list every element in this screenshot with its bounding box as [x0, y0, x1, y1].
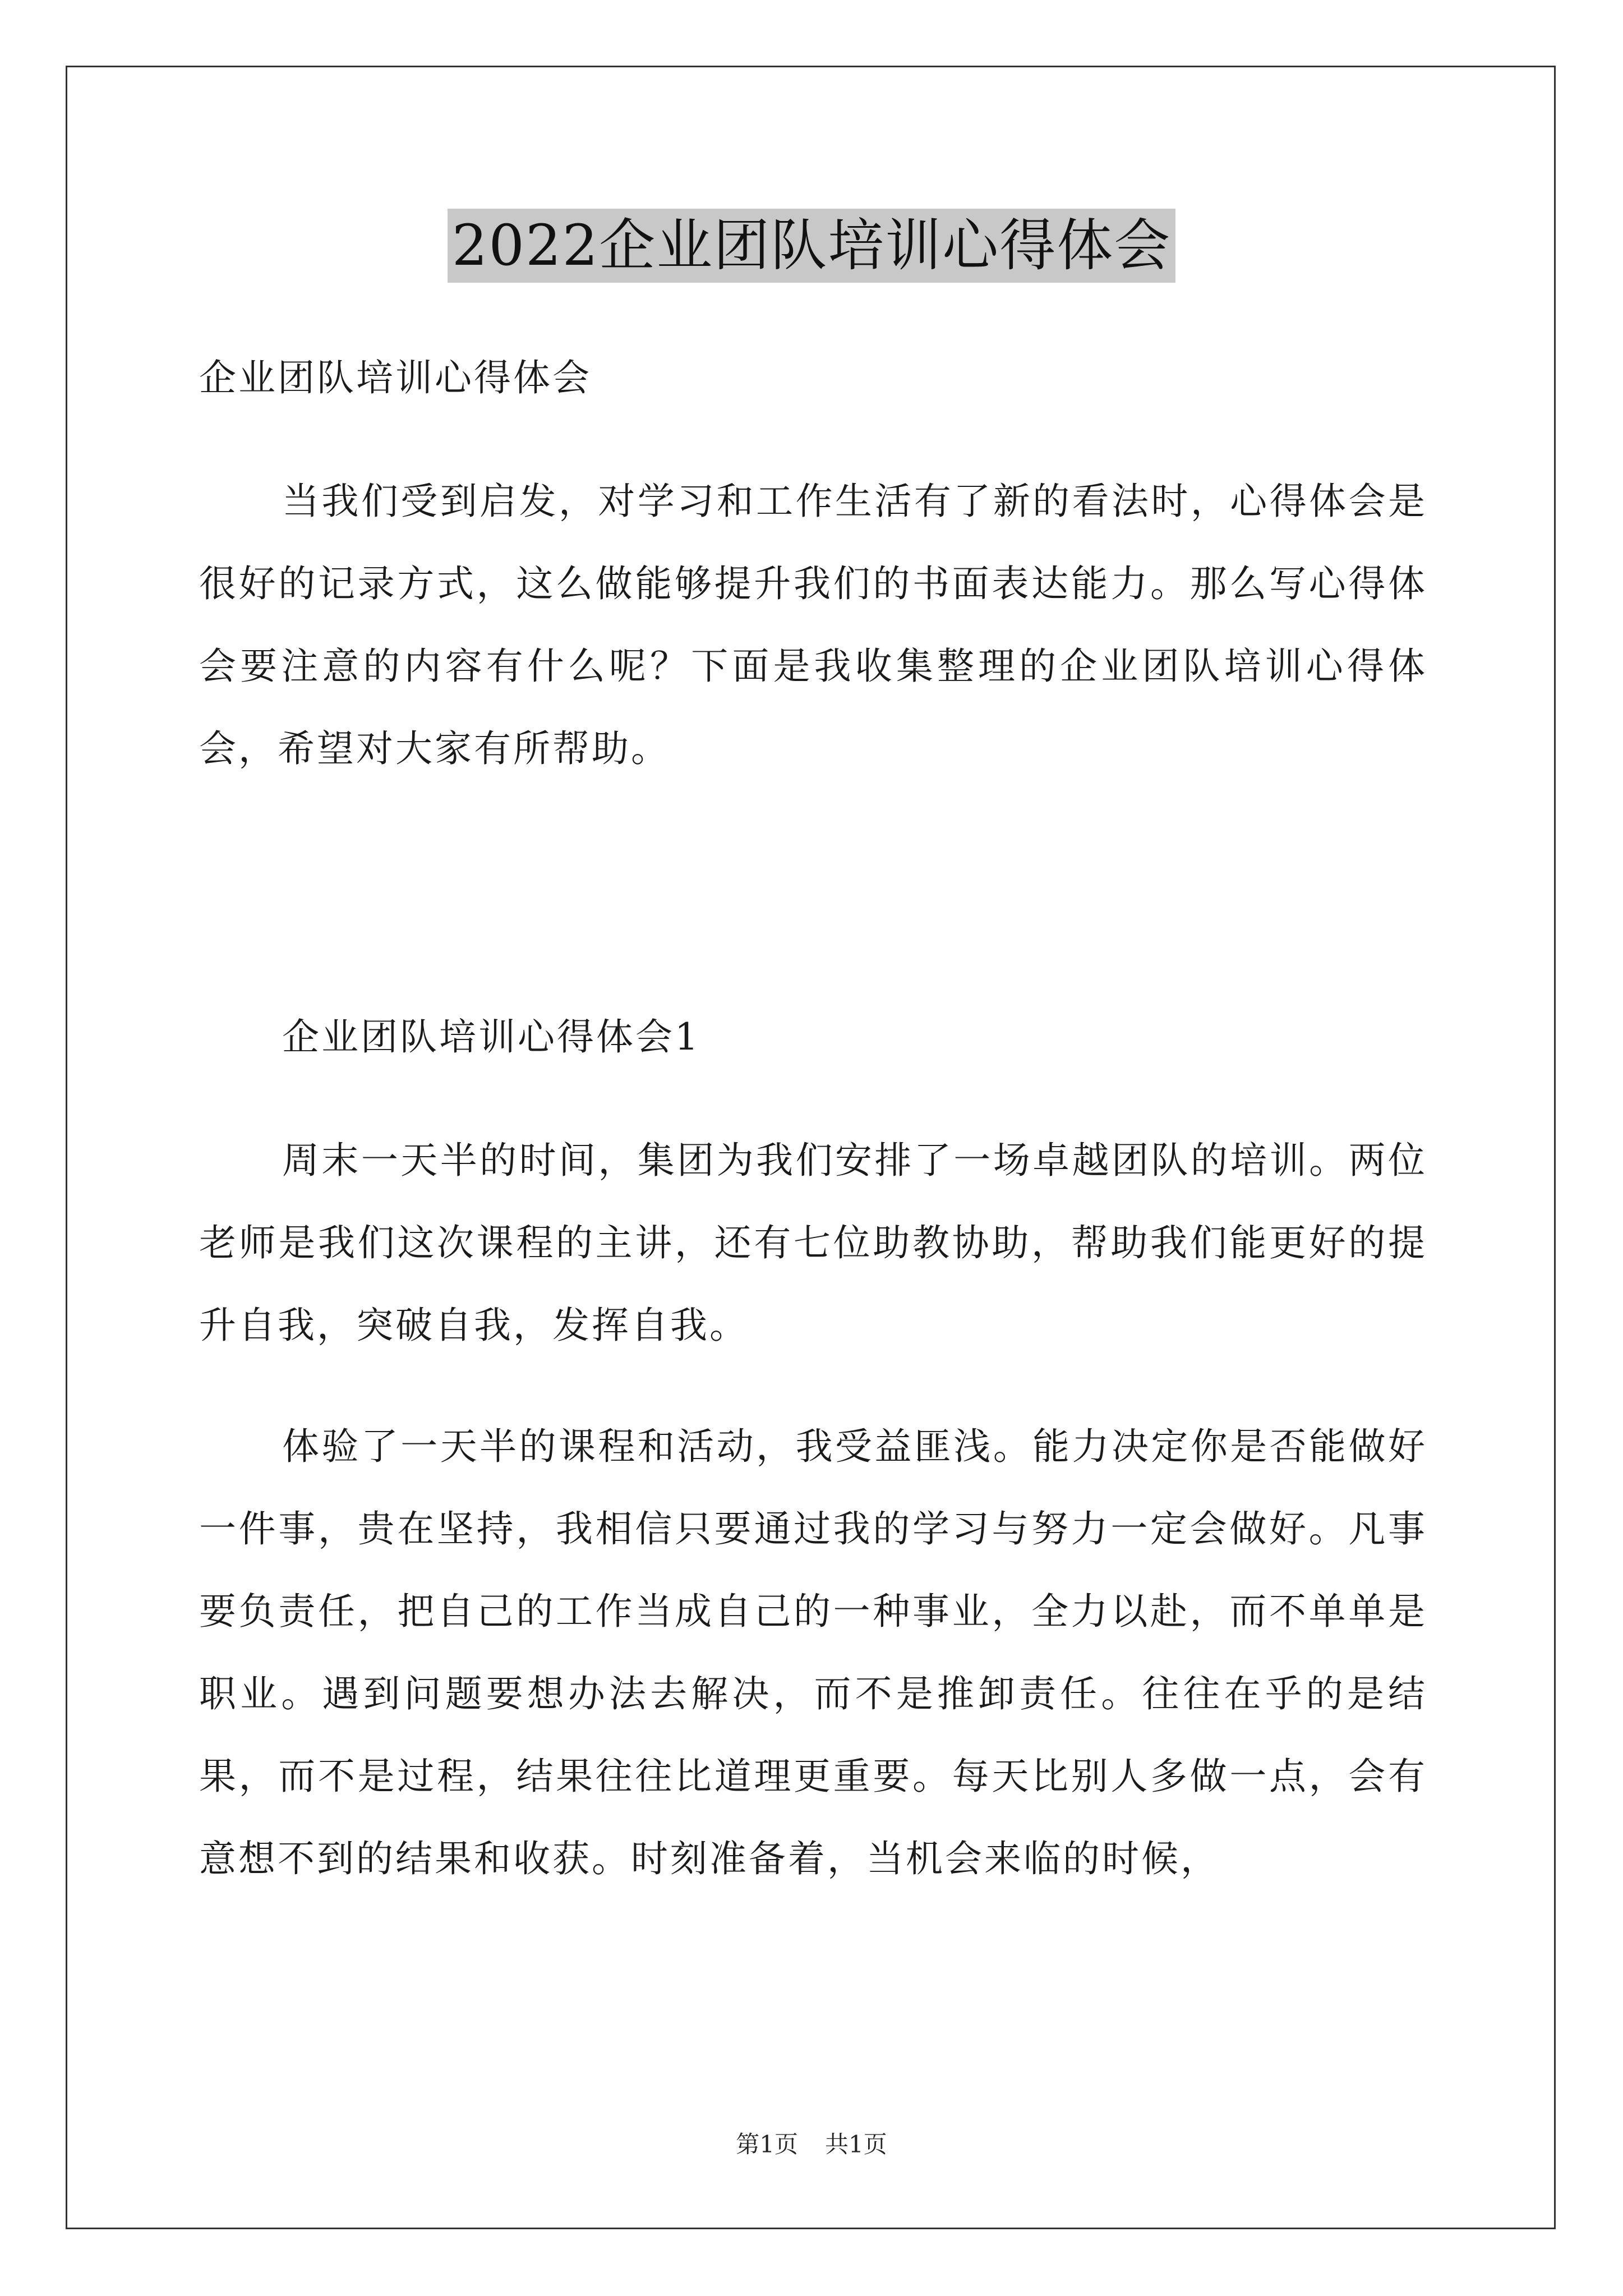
- page-footer: [0, 2129, 1623, 2160]
- body-paragraph: 体验了一天半的课程和活动，我受益匪浅。能力决定你是否能做好一件事，贵在坚持，我相信只要通过我的学习与努力一定会做好。凡事要负责任，把自己的工作当成自己的一种事业，全力以赴，而不单单是职业。遇到问题要想办法去解决，而不是推卸责任。往往在乎的是结果，而不是过程，结果往往比道理更重要。每天比别人多做一点，会有意想不到的结果和收获。时刻准备着，当机会来临的时候，: [199, 1425, 1427, 1880]
- title-container: [0, 209, 1623, 283]
- page-total: 共1页: [825, 2131, 887, 2158]
- section-heading: 企业团队培训心得体会1: [282, 1015, 700, 1059]
- document-subtitle: 企业团队培训心得体会: [199, 356, 592, 399]
- body-paragraph: 周末一天半的时间，集团为我们安排了一场卓越团队的培训。两位老师是我们这次课程的主讲，还有七位助教协助，帮助我们能更好的提升自我，突破自我，发挥自我。: [199, 1139, 1427, 1347]
- page-number: 第1页: [736, 2131, 798, 2158]
- document-title: 2022企业团队培训心得体会: [448, 209, 1176, 283]
- intro-paragraph: 当我们受到启发，对学习和工作生活有了新的看法时，心得体会是很好的记录方式，这么做能够提升我们的书面表达能力。那么写心得体会要注意的内容有什么呢？下面是我收集整理的企业团队培训心得体会，希望对大家有所帮助。: [199, 480, 1427, 770]
